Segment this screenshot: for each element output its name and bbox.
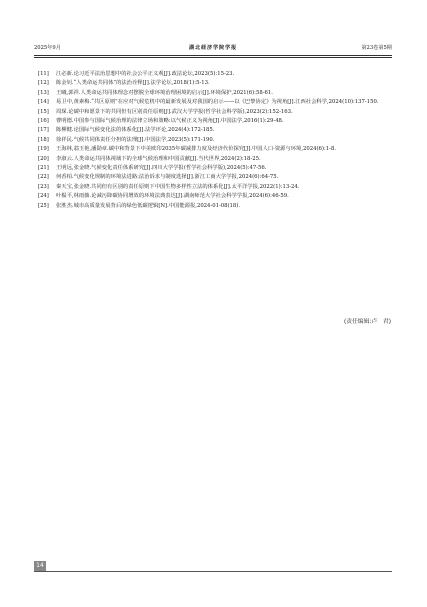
reference-number: [16] <box>38 118 49 125</box>
reference-number: [24] <box>38 193 49 200</box>
header-rule-thin <box>34 57 392 58</box>
reference-item <box>34 164 392 173</box>
reference-number: [23] <box>38 183 49 190</box>
reference-item <box>34 173 392 182</box>
reference-number: [20] <box>38 155 49 162</box>
reference-text: 王明远,张金晓.气候变化责任体系研究[J].四川大学学报(哲学社会科学版),2024(5):47-56. <box>56 165 267 172</box>
reference-number: [25] <box>38 202 49 209</box>
reference-item <box>34 98 392 107</box>
reference-text: 易卫中,黄素梅.“共区原则”在应对气候危机中的最新发展及对我国的启示——以《巴黎协定》为视角[J].江西社会科学,2024(10):137-150. <box>56 99 379 106</box>
reference-text: 江必新.论习近平法治思想中的社会公平正义观[J].政法论坛,2023(5):15-23. <box>56 71 235 77</box>
running-header <box>34 42 392 54</box>
reference-text: 王曦,郭祥.人类命运共同体理念对摆脱全球环境治理困境的启示[J].环境保护,2021(6):58-61. <box>56 89 273 96</box>
footer-rule <box>34 571 392 572</box>
reference-text: 叶榅平,林雨薇.论减污降碳协同增效的环境法典表达[J].湖南师范大学社会科学学报,2024(6):46-59. <box>56 193 289 200</box>
header-date: 2025年9月 <box>34 45 61 51</box>
reference-text: 陈金钊.“人类命运共同体”的法治诠释[J].法学论坛,2018(1):5-13. <box>56 80 210 87</box>
reference-text: 王海林,翁玉艳,潘勋章.碳中和背景下中美欧印2035年碳减排力度及经济代价探究[J].中国人口·资源与环境,2024(6):1-8. <box>56 146 336 153</box>
reference-text: 曹明德.中国参与国际气候治理的法律立场和策略:以气候正义为视角[J].中国法学,2016(1):29-48. <box>56 118 284 125</box>
reference-item <box>34 183 392 192</box>
reference-item <box>34 70 392 79</box>
reference-text: 秦天宝,张金晓.共同但有区别的责任原则下中国生物多样性立法的体系化[J].太平洋学报,2022(1):13-24. <box>56 183 300 190</box>
reference-number: [19] <box>38 146 49 153</box>
reference-text: 何香柏.气候变化规制的环境法进路:法治诉求与制度选择[J].浙江工商大学学报,2024(6):64-75. <box>56 174 279 181</box>
reference-item <box>34 108 392 117</box>
reference-item <box>34 136 392 145</box>
reference-number: [22] <box>38 174 49 181</box>
reference-item <box>34 145 392 154</box>
reference-number: [13] <box>38 89 49 96</box>
reference-number: [14] <box>38 99 49 106</box>
responsible-editor: (责任编辑:卢 君) <box>343 319 391 325</box>
reference-number: [21] <box>38 165 49 172</box>
reference-text: 陈柳健.论国际气候变化法的体系化[J].法学评论,2024(4):172-185. <box>56 127 215 134</box>
reference-item <box>34 79 392 88</box>
reference-text: 张胜杰.城市高质量发展背后的绿色低碳逻辑[N].中国能源报,2024-01-08(18). <box>56 202 241 209</box>
reference-number: [15] <box>38 108 49 115</box>
journal-title: 湖北経济学院学报 <box>189 45 237 51</box>
reference-item <box>34 155 392 164</box>
reference-number: [12] <box>38 80 49 87</box>
reference-list <box>34 70 392 211</box>
header-rule <box>34 55 392 56</box>
reference-number: [11] <box>38 71 49 77</box>
reference-item <box>34 202 392 211</box>
reference-text: 李淑云.人类命运共同体视域下的全球气候治理和中国贡献[J].当代世界,2024(2):18-25. <box>56 155 261 162</box>
reference-item <box>34 89 392 98</box>
reference-item <box>34 117 392 126</box>
page-number: 14 <box>34 561 46 571</box>
reference-item <box>34 126 392 135</box>
reference-item <box>34 192 392 201</box>
header-volume: 第23卷第5期 <box>361 45 392 51</box>
reference-number: [17] <box>38 127 49 134</box>
reference-text: 周琛.论碳中和愿景下的共同但有区别责任原则[J].武汉大学学报(哲学社会科学版),2023(2):152-163. <box>56 108 293 115</box>
reference-text: 徐祥民.气候共同体责任分担的法理[J].中国法学,2023(5):171-190. <box>56 136 215 143</box>
reference-number: [18] <box>38 136 49 143</box>
